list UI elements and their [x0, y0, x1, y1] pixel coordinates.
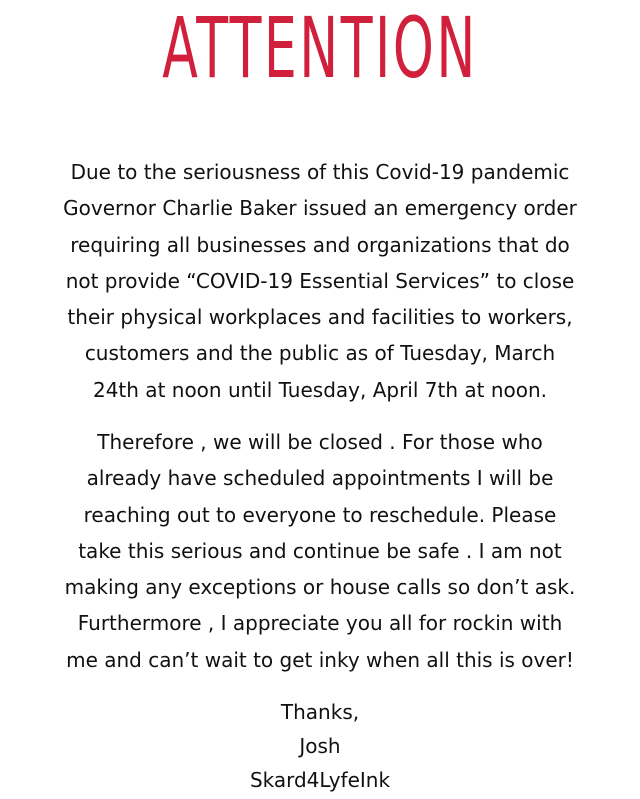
business-name: Skard4LyfeInk: [249, 768, 391, 792]
text-line: me and can’t wait to get inky when all this is over!: [66, 647, 574, 672]
text-line: Therefore , we will be closed . For those who: [97, 430, 543, 454]
text-line: 24th at noon until Tuesday, April 7th at noon.: [92, 377, 547, 402]
text-line: Governor Charlie Baker issued an emergency order: [63, 196, 577, 221]
text-line: their physical workplaces and facilities to workers,: [67, 305, 573, 330]
text-line: requiring all businesses and organizations that do: [70, 232, 570, 257]
signature-block: [0, 695, 640, 797]
message-paragraph: [0, 424, 640, 678]
text-line: already have scheduled appointments I will be: [86, 466, 554, 491]
closing-text: Thanks,: [280, 700, 360, 724]
text-line: reaching out to everyone to reschedule. Please: [83, 502, 557, 527]
signer-name: Josh: [299, 734, 341, 758]
text-line: Due to the seriousness of this Covid-19 pandemic: [70, 160, 570, 184]
notice-title: ATTENTION: [162, 0, 478, 97]
text-line: take this serious and continue be safe . I am not: [78, 538, 562, 563]
text-line: Furthermore , I appreciate you all for rockin with: [77, 611, 563, 636]
closure-paragraph: [0, 154, 640, 408]
text-line: customers and the public as of Tuesday, March: [84, 341, 556, 366]
text-line: making any exceptions or house calls so don’t ask.: [64, 575, 576, 600]
text-line: not provide “COVID-19 Essential Services” to close: [65, 268, 575, 293]
